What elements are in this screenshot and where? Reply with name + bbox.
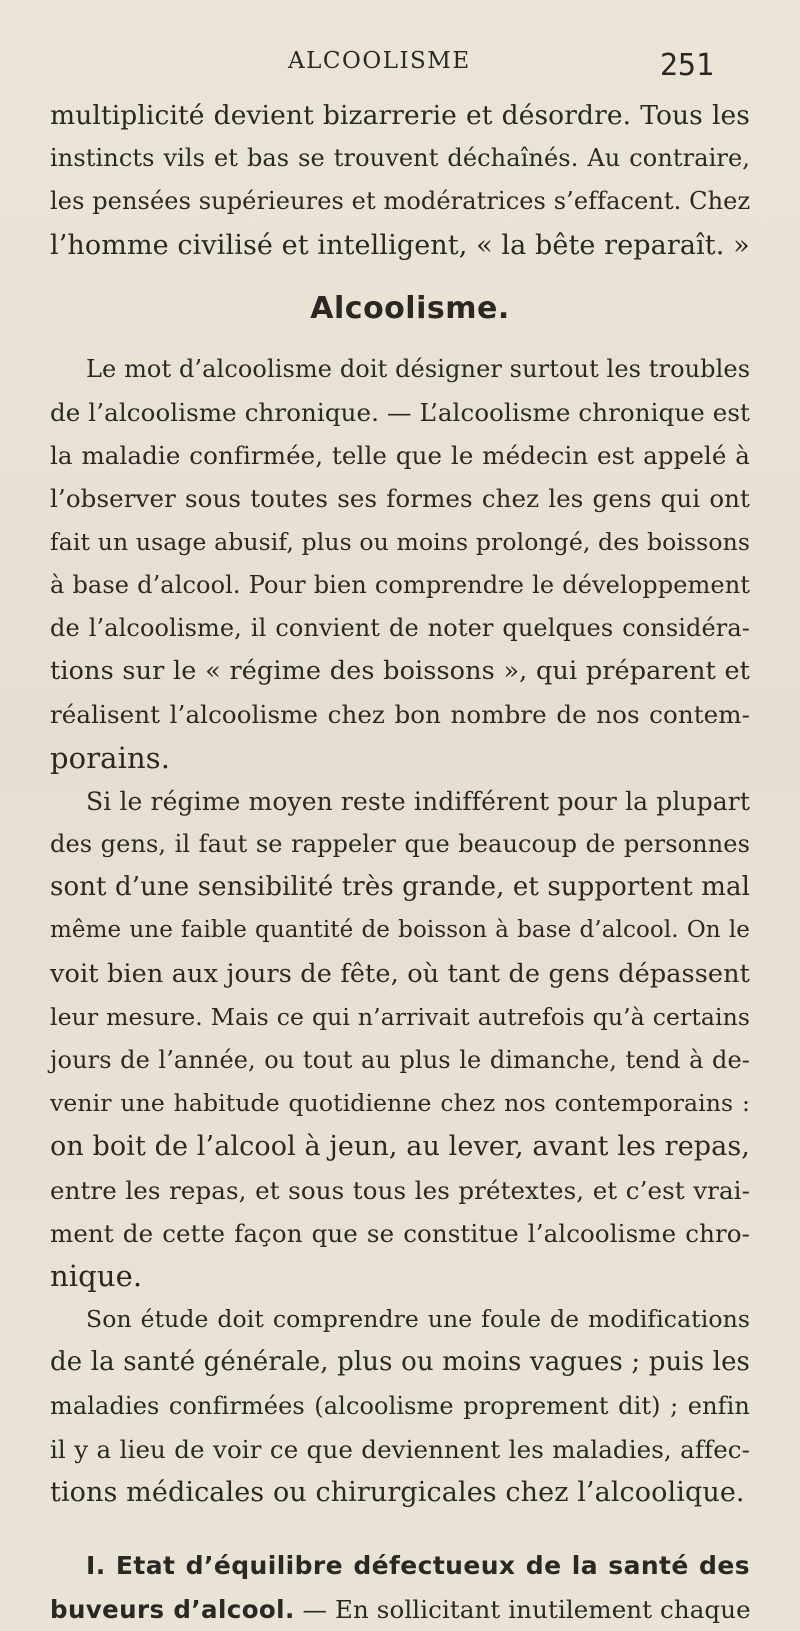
section-heading: Alcoolisme. — [310, 290, 510, 326]
paragraph-3 — [50, 1298, 750, 1514]
section-1-text: — En sollicitant inutilement chaque — [294, 1594, 751, 1624]
text-line: l’homme civilisé et intelligent, « la bête reparaît. » — [50, 229, 750, 261]
text-line: sont d’une sensibilité très grande, et supportent mal — [50, 872, 750, 903]
text-line: même une faible quantité de boisson à base d’alcool. On le — [50, 917, 750, 944]
text-line: entre les repas, et sous tous les prétextes, et c’est vrai- — [50, 1175, 750, 1205]
text-line: tions sur le « régime des boissons », qui préparent et — [50, 656, 750, 687]
text-line: voit bien aux jours de fête, où tant de gens dépassent — [50, 958, 750, 989]
text-line: réalisent l’alcoolisme chez bon nombre de nos contem- — [50, 700, 750, 730]
running-head-title: ALCOOLISME — [288, 48, 471, 74]
text-line: nique. — [50, 1259, 143, 1294]
section-spacer — [50, 1514, 750, 1544]
paragraph-2 — [50, 780, 750, 1298]
body-text — [50, 94, 750, 1631]
text-line: Si le régime moyen reste indifférent pour la plupart — [86, 786, 750, 816]
text-line: à base d’alcool. Pour bien comprendre le développement — [50, 570, 750, 599]
text-line: l’observer sous toutes ses formes chez les gens qui ont — [50, 484, 750, 514]
text-line: jours de l’année, ou tout au plus le dimanche, tend à de- — [50, 1046, 750, 1075]
text-line: leur mesure. Mais ce qui n’arrivait autrefois qu’à certains — [50, 1002, 750, 1031]
text-line: il y a lieu de voir ce que deviennent les maladies, affec- — [50, 1434, 750, 1464]
text-line: de la santé générale, plus ou moins vagues ; puis les — [50, 1347, 750, 1378]
text-line: des gens, il faut se rappeler que beaucoup de personnes — [50, 830, 750, 859]
text-line: porains. — [50, 740, 171, 775]
text-line: fait un usage abusif, plus ou moins prolongé, des boissons — [50, 527, 750, 556]
text-line: la maladie confirmée, telle que le médecin est appelé à — [50, 441, 750, 471]
text-line — [50, 1588, 750, 1631]
text-line: instincts vils et bas se trouvent déchaînés. Au contraire, — [50, 144, 750, 173]
text-line: multiplicité devient bizarrerie et désordre. Tous les — [50, 100, 750, 131]
text-line: Son étude doit comprendre une foule de modifications — [86, 1305, 750, 1334]
page-number: 251 — [659, 48, 714, 83]
section-1-heading-line: I. Etat d’équilibre défectueux de la santé des — [86, 1551, 750, 1581]
running-head — [0, 48, 800, 88]
text-line: les pensées supérieures et modératrices s’effacent. Chez — [50, 187, 751, 216]
text-line: de l’alcoolisme, il convient de noter quelques considéra- — [50, 614, 750, 643]
paragraph-1 — [50, 348, 750, 780]
text-line: on boit de l’alcool à jeun, au lever, avant les repas, — [50, 1131, 750, 1163]
text-line: de l’alcoolisme chronique. — L’alcoolisme chronique est — [50, 398, 750, 428]
section-1 — [50, 1544, 750, 1630]
section-1-heading-end: buveurs d’alcool. — [50, 1594, 295, 1624]
text-line: venir une habitude quotidienne chez nos contemporains : — [50, 1089, 750, 1118]
paragraph-intro — [50, 94, 750, 267]
text-line: maladies confirmées (alcoolisme proprement dit) ; enfin — [50, 1391, 750, 1420]
text-line: Le mot d’alcoolisme doit désigner surtout les troubles — [86, 354, 751, 383]
text-line: ment de cette façon que se constitue l’alcoolisme chro- — [50, 1218, 750, 1248]
text-line: tions médicales ou chirurgicales chez l’alcoolique. — [50, 1477, 745, 1509]
